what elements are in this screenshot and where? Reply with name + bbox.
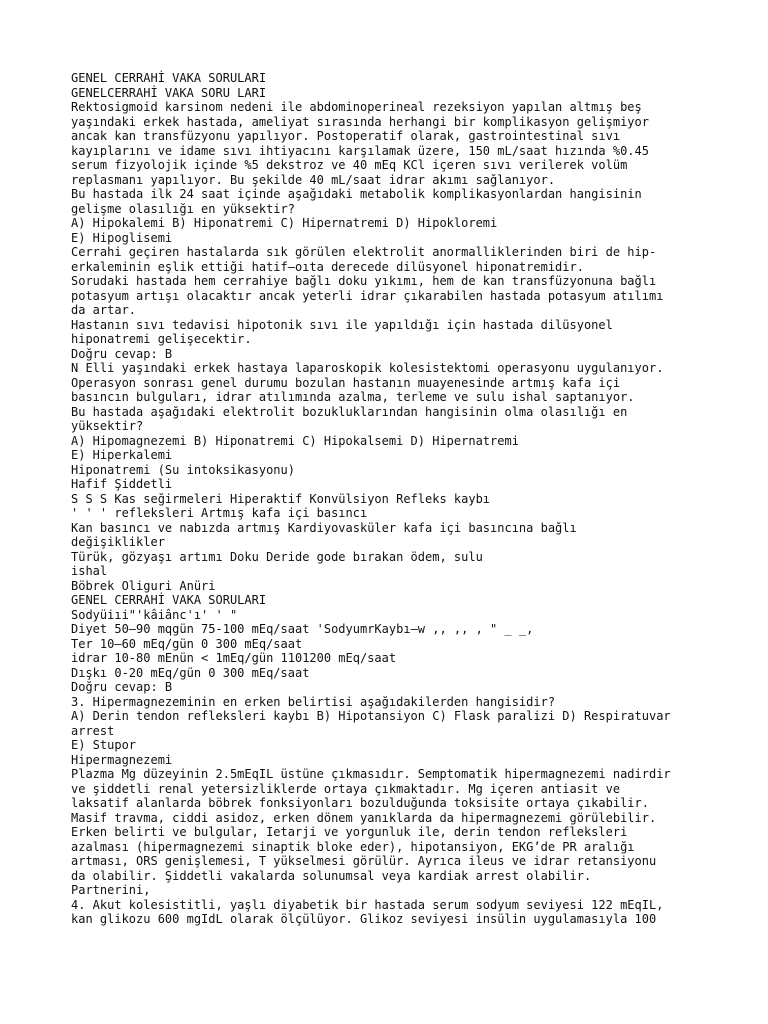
text-line: idrar 10-80 mEnün < 1mEq/gün 1101200 mEq/saat: [71, 651, 397, 665]
text-line: artması, ORS genişlemesi, T yükselmesi görülür. Ayrıca ileus ve idrar retansiyonu: [71, 854, 657, 868]
text-line: serum fizyolojik içinde %5 dekstroz ve 40 mEq KCl içeren sıvı verilerek volüm: [71, 158, 628, 172]
text-line: A) Hipomagnezemi B) Hiponatremi C) Hipokalsemi D) Hipernatremi: [71, 433, 519, 448]
text-line: E) Stupor: [71, 738, 137, 752]
text-line: yüksektir?: [71, 419, 144, 433]
text-line: GENEL CERRAHİ VAKA SORULARI: [71, 593, 267, 607]
text-line: Sodyüiıi"'kâiânc'ı' ' ": [71, 607, 238, 622]
text-line: N Elli yaşındaki erkek hastaya laparoskopik kolesistektomi operasyonu uygulanıyor.: [71, 361, 664, 375]
text-line: Sorudaki hastada hem cerrahiye bağlı doku yıkımı, hem de kan transfüzyonuna bağlı: [71, 274, 657, 288]
text-line: Operasyon sonrası genel durumu bozulan hastanın muayenesinde artmış kafa içi: [71, 375, 621, 390]
text-line: Diyet 50—90 mqgün 75-100 mEq/saat 'SodyumrKaybı—w ,, ,, , " _ _,: [71, 622, 534, 636]
text-line: değişiklikler: [71, 535, 165, 549]
text-line: 3. Hipermagnezeminin en erken belirtisi aşağıdakilerden hangisidir?: [71, 694, 556, 709]
text-line: GENEL CERRAHİ VAKA SORULARI: [71, 71, 267, 85]
text-line: Partnerini,: [71, 883, 151, 897]
text-line: Ter 10—60 mEq/gün 0 300 mEq/saat: [71, 636, 303, 651]
text-line: 4. Akut kolesistitli, yaşlı diyabetik bir hastada serum sodyum seviyesi 122 mEqIL,: [71, 897, 664, 912]
text-line: Cerrahi geçiren hastalarda sık görülen elektrolit anormalliklerinden biri de hip-: [71, 245, 657, 259]
text-line: Doğru cevap: B: [71, 680, 173, 694]
text-line: Bu hastada ilk 24 saat içinde aşağıdaki metabolik komplikasyonlardan hangisinin: [71, 187, 642, 201]
document-page: [71, 71, 711, 927]
text-line: basıncın bulguları, idrar atılımında azalma, terleme ve sulu ishal saptanıyor.: [71, 390, 635, 404]
text-line: ve şiddetli renal yetersizliklerde ortaya çıkmaktadır. Mg içeren antiasit ve: [71, 781, 621, 796]
text-line: gelişme olasılığı en yüksektir?: [71, 201, 295, 216]
text-line: kan glikozu 600 mgIdL olarak ölçülüyor. Glikoz seviyesi insülin uygulamasıyla 100: [71, 912, 657, 926]
text-line: arrest: [71, 723, 115, 738]
text-line: Hiponatremi (Su intoksikasyonu): [71, 462, 295, 477]
text-line: A) Derin tendon refleksleri kaybı B) Hipotansiyon C) Flask paralizi D) Respiratuvar: [71, 709, 671, 723]
text-line: laksatif alanlarda böbrek fonksiyonları bozulduğunda toksisite ortaya çıkabilir.: [71, 796, 649, 810]
text-line: da artar.: [71, 303, 137, 317]
text-line: hiponatremi gelişecektir.: [71, 332, 252, 346]
text-line: Bu hastada aşağıdaki elektrolit bozukluklarından hangisinin olma olasılığı en: [71, 404, 628, 419]
text-line: Hafif Şiddetli: [71, 477, 173, 491]
text-line: GENELCERRAHİ VAKA SORU LARI: [71, 85, 267, 100]
text-line: replasmanı yapılıyor. Bu şekilde 40 mL/saat idrar akımı sağlanıyor.: [71, 172, 556, 187]
text-line: ancak kan transfüzyonu yapılıyor. Postoperatif olarak, gastrointestinal sıvı: [71, 129, 621, 143]
text-line: kayıplarını ve idame sıvı ihtiyacını karşılamak üzere, 150 mL/saat hızında %0.45: [71, 143, 649, 158]
text-line: Doğru cevap: B: [71, 346, 173, 361]
text-line: A) Hipokalemi B) Hiponatremi C) Hipernatremi D) Hipokloremi: [71, 216, 498, 230]
text-line: Kan basıncı ve nabızda artmış Kardiyovasküler kafa içi basıncına bağlı: [71, 520, 577, 535]
text-line: da olabilir. Şiddetli vakalarda solunumsal veya kardiak arrest olabilir.: [71, 868, 592, 883]
text-line: ishal: [71, 564, 108, 578]
text-line: S S S Kas seğirmeleri Hiperaktif Konvülsiyon Refleks kaybı: [71, 491, 491, 506]
text-line: Dışkı 0-20 mEq/gün 0 300 mEq/saat: [71, 665, 310, 680]
text-line: Türük, gözyaşı artımı Doku Deride gode bırakan ödem, sulu: [71, 549, 483, 564]
text-line: erkaleminin eşlik ettiği hatif—oıta derecede dilüsyonel hiponatremidir.: [71, 259, 584, 274]
text-line: Masif travma, ciddi asidoz, erken dönem yanıklarda da hipermagnezemi görülebilir.: [71, 810, 657, 825]
text-line: potasyum artışı olacaktır ancak yeterli idrar çıkarabilen hastada potasyum atılımı: [71, 288, 664, 303]
text-line: E) Hiperkalemi: [71, 448, 173, 462]
text-line: Erken belirti ve bulgular, Ietarji ve yorgunluk ile, derin tendon refleksleri: [71, 825, 628, 839]
text-line: azalması (hipermagnezemi sinaptik bloke eder), hipotansiyon, EKG’de PR aralığı: [71, 839, 635, 854]
text-line: Plazma Mg düzeyinin 2.5mEqIL üstüne çıkmasıdır. Semptomatik hipermagnezemi nadirdir: [71, 767, 671, 781]
text-line: Rektosigmoid karsinom nedeni ile abdominoperineal rezeksiyon yapılan altmış beş: [71, 100, 642, 114]
text-line: Hipermagnezemi: [71, 752, 173, 767]
text-line: yaşındaki erkek hastada, ameliyat sırasında herhangi bir komplikasyon gelişmiyor: [71, 114, 649, 129]
text-line: ' ' ' refleksleri Artmış kafa içi basıncı: [71, 506, 368, 520]
text-line: E) Hipoglisemi: [71, 230, 173, 245]
text-line: Böbrek Oliguri Anüri: [71, 578, 216, 593]
text-line: Hastanın sıvı tedavisi hipotonik sıvı ile yapıldığı için hastada dilüsyonel: [71, 317, 613, 332]
